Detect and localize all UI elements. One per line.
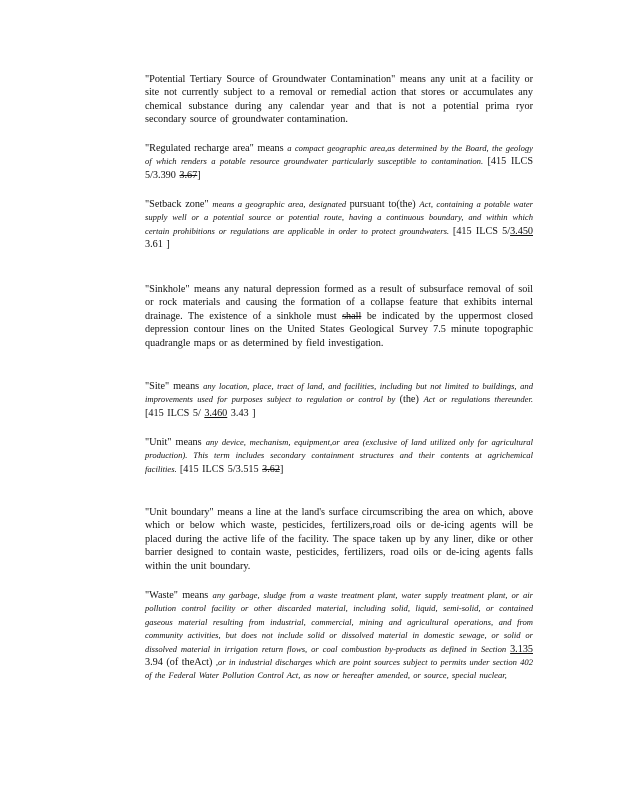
definition-body-continued: ,or in industrial discharges which are point sources subject to permits under section 402 of the Federal Water Pollution Control Act, as now or hereafter amended, or source, special nuclear, — [145, 657, 534, 681]
definition-text: "Unit boundary" means a line at the land's surface circumscribing the area on which, above which or below which waste, pesticides, fertilizers,road oils or de-icing agents will be placed during the active life of the facility. The space taken up by any liner, dike or other barrier designed to contain waste, pesticides, fertilizers, road oils or de-icing agents falls within the unit boundary. — [145, 507, 533, 572]
definition-setback-zone — [145, 198, 533, 252]
added-section: 3.135 — [510, 643, 533, 655]
citation-close: ] — [197, 169, 201, 181]
definition-term: "Waste" means — [145, 590, 213, 601]
citation: [415 ILCS 5/3.515 — [179, 463, 263, 475]
definition-sinkhole — [145, 283, 533, 350]
definition-insert: (the) — [399, 394, 424, 406]
definition-potential-tertiary-source — [145, 73, 533, 127]
definition-body-continued: Act or regulations thereunder. — [423, 394, 534, 405]
added-citation: 3.450 — [510, 225, 533, 237]
citation: [415 ILCS 5/ — [145, 407, 205, 419]
citation-close: 3.61 ] — [145, 239, 170, 251]
definition-insert: 3.94 (of theAct) — [145, 657, 216, 669]
definition-body: a compact geographic area,as determined by the Board, the geology of which renders a potable resource groundwater particularly susceptible to contamination. — [145, 143, 533, 167]
deleted-citation: 3.67 — [179, 169, 198, 181]
definition-term: "Unit" means — [145, 437, 206, 448]
citation: [415 ILCS 5/3.390 — [145, 156, 534, 181]
definition-term: "Site" means — [145, 381, 204, 392]
citation-close: 3.43 ] — [227, 407, 256, 419]
definition-text: "Sinkhole" means any natural depression formed as a result of subsurface removal of soil or rock materials and causing the formation of a collapse feature that exhibits internal drainage. The existence of a sinkhole must — [145, 284, 533, 322]
definition-regulated-recharge-area — [145, 142, 533, 182]
definition-waste — [145, 589, 533, 683]
definition-text-continued: be indicated by the uppermost closed depression contour lines on the United States Geological Survey 7.5 minute topographic quadrangle maps or as determined by field investigation. — [145, 310, 533, 349]
citation: [415 ILCS 5/ — [452, 225, 511, 237]
citation-close: ] — [279, 463, 284, 475]
definition-site — [145, 380, 533, 420]
definition-unit — [145, 436, 533, 476]
added-citation: 3.460 — [204, 407, 228, 419]
definition-body: any garbage, sludge from a waste treatment plant, water supply treatment plant, or air pollution control facility or other discarded material, including solid, liquid, semi-solid, or contained gaseous material resulting from industrial, commercial, mining and agricultural operations, and from community activities, but does not include solid or dissolved material in domestic sewage, or solid or dissolved material in irrigation return flows, or coal combustion by-products as defined in Section — [145, 590, 533, 654]
definition-term: "Setback zone" — [145, 199, 213, 210]
definition-insert: pursuant to(the) — [349, 199, 420, 210]
definition-body: any device, mechanism, equipment,or area (exclusive of land utilized only for agricultural production). This term includes secondary containment structures and their contents at agrichemical facilities. — [145, 437, 533, 474]
definition-text: "Potential Tertiary Source of Groundwater Contamination" means any unit at a facility or site not currently subject to a removal or remedial action that stores or accumulates any chemical substance during any calendar year and that is not a potential prima ryor secondary source of groundwater contamination. — [145, 74, 533, 126]
definition-unit-boundary — [145, 506, 533, 573]
deleted-word: shall — [342, 310, 362, 322]
definition-body-continued: Act, containing a potable water supply well or a potential source or potential route, having a continuous boundary, and within which certain prohibitions or regulations are applicable in order to protect groundwaters. — [145, 199, 533, 236]
definition-body: any location, place, tract of land, and facilities, including but not limited to buildings, and improvements used for purposes subject to regulation or control by — [145, 381, 533, 405]
definition-term: "Regulated recharge area" means — [145, 143, 288, 154]
definition-body: means a geographic area, designated — [212, 199, 350, 209]
deleted-citation: 3.62 — [262, 463, 280, 475]
